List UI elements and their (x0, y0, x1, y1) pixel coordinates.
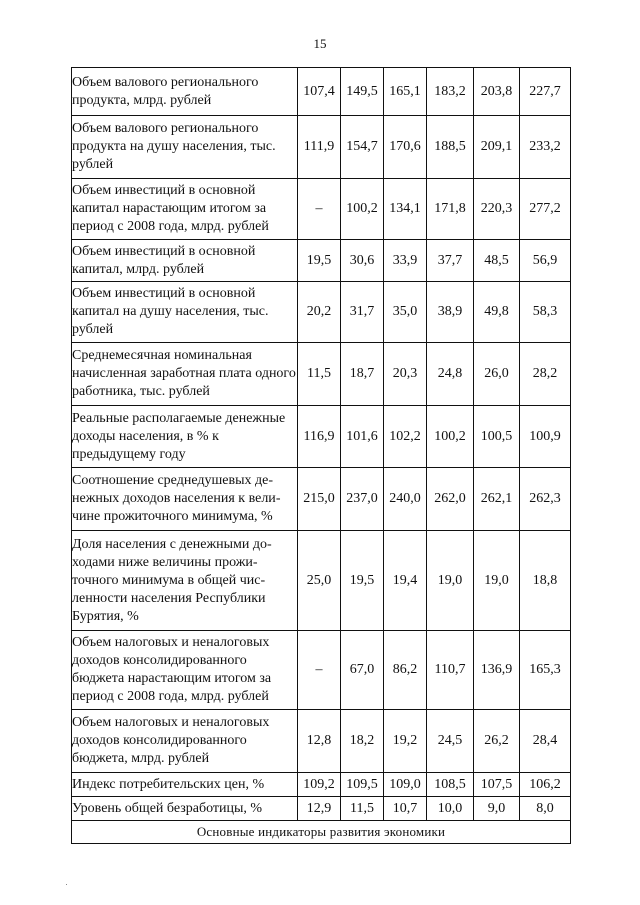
indicator-value: 11,5 (298, 343, 341, 406)
indicator-value: 10,7 (384, 797, 427, 821)
indicator-value: 262,1 (474, 468, 520, 531)
indicator-value: 183,2 (427, 68, 474, 116)
page-number: 15 (313, 36, 327, 51)
table-row (72, 797, 571, 821)
indicator-label: Объем налоговых и неналоговых доходов консолидированного бюджета, млрд. рублей (72, 710, 298, 773)
indicator-label: Объем инвестиций в основной капитал на душу населения, тыс. рублей (72, 282, 298, 343)
table-row (72, 179, 571, 240)
indicator-value: 8,0 (520, 797, 571, 821)
table-row (72, 116, 571, 179)
table-row (72, 343, 571, 406)
indicator-value: 67,0 (341, 631, 384, 710)
indicator-value: 277,2 (520, 179, 571, 240)
indicator-value: 109,0 (384, 773, 427, 797)
indicator-value: 110,7 (427, 631, 474, 710)
indicator-value: 240,0 (384, 468, 427, 531)
table-row (72, 773, 571, 797)
indicator-value: 108,5 (427, 773, 474, 797)
indicator-value: 107,5 (474, 773, 520, 797)
indicator-value: 19,5 (298, 240, 341, 282)
indicator-value: 109,5 (341, 773, 384, 797)
indicator-value: 165,3 (520, 631, 571, 710)
table-row (72, 468, 571, 531)
indicator-value: 203,8 (474, 68, 520, 116)
indicator-value: 19,0 (474, 531, 520, 631)
table-row (72, 406, 571, 468)
indicator-value: 262,0 (427, 468, 474, 531)
indicator-value: 12,8 (298, 710, 341, 773)
indicator-value: 102,2 (384, 406, 427, 468)
indicator-value: 28,4 (520, 710, 571, 773)
table-row (72, 710, 571, 773)
indicator-value: 111,9 (298, 116, 341, 179)
indicator-value: 101,6 (341, 406, 384, 468)
indicator-label: Индекс потребительских цен, % (72, 773, 298, 797)
indicator-value: 56,9 (520, 240, 571, 282)
indicator-value: 30,6 (341, 240, 384, 282)
indicator-value: 18,2 (341, 710, 384, 773)
indicator-label: Объем налоговых и неналоговых доходов консолидированного бюджета нарастающим итогом за период с 2008 года, млрд. рублей (72, 631, 298, 710)
indicator-label: Объем инвестиций в основной капитал нарастающим итогом за период с 2008 года, млрд. рублей (72, 179, 298, 240)
indicator-label: Уровень общей безработицы, % (72, 797, 298, 821)
indicator-value: 100,2 (427, 406, 474, 468)
indicator-value: 136,9 (474, 631, 520, 710)
indicator-label: Объем инвестиций в основной капитал, млрд. рублей (72, 240, 298, 282)
table-row (72, 631, 571, 710)
indicator-value: 26,2 (474, 710, 520, 773)
indicator-value: 171,8 (427, 179, 474, 240)
indicator-value: 19,5 (341, 531, 384, 631)
table-row (72, 282, 571, 343)
indicator-value: 86,2 (384, 631, 427, 710)
indicator-value: 11,5 (341, 797, 384, 821)
indicator-value: 149,5 (341, 68, 384, 116)
indicator-value: 33,9 (384, 240, 427, 282)
indicator-value: 100,9 (520, 406, 571, 468)
indicator-value: 116,9 (298, 406, 341, 468)
indicator-value: 237,0 (341, 468, 384, 531)
indicator-value: 24,5 (427, 710, 474, 773)
indicator-value: 165,1 (384, 68, 427, 116)
indicator-value: 109,2 (298, 773, 341, 797)
table-footer-caption: Основные индикаторы развития экономики (72, 821, 571, 844)
indicator-value: – (298, 179, 341, 240)
indicator-label: Соотношение среднедушевых денежных доходов населения к величине прожиточного минимума, % (72, 468, 298, 531)
indicator-value: 233,2 (520, 116, 571, 179)
scan-speck (66, 884, 67, 885)
indicator-label: Среднемесячная номинальная начисленная заработная плата одного работника, тыс. рублей (72, 343, 298, 406)
table-body (72, 68, 571, 844)
indicator-value: 170,6 (384, 116, 427, 179)
indicator-value: 31,7 (341, 282, 384, 343)
indicator-value: 220,3 (474, 179, 520, 240)
indicator-label: Доля населения с денежными доходами ниже величины прожиточного минимума в общей численности населения Республики Бурятия, % (72, 531, 298, 631)
indicator-value: 227,7 (520, 68, 571, 116)
indicator-value: 20,3 (384, 343, 427, 406)
table-row (72, 531, 571, 631)
indicator-value: – (298, 631, 341, 710)
indicator-value: 9,0 (474, 797, 520, 821)
indicator-value: 18,8 (520, 531, 571, 631)
indicator-label: Реальные располагаемые денежные доходы населения, в % к предыдущему году (72, 406, 298, 468)
indicator-value: 106,2 (520, 773, 571, 797)
indicator-value: 134,1 (384, 179, 427, 240)
indicator-value: 58,3 (520, 282, 571, 343)
indicator-value: 215,0 (298, 468, 341, 531)
table-row (72, 68, 571, 116)
indicator-value: 24,8 (427, 343, 474, 406)
table-footer-row (72, 821, 571, 844)
indicator-value: 25,0 (298, 531, 341, 631)
indicator-value: 28,2 (520, 343, 571, 406)
indicator-value: 188,5 (427, 116, 474, 179)
indicator-value: 100,2 (341, 179, 384, 240)
indicator-value: 37,7 (427, 240, 474, 282)
indicator-value: 10,0 (427, 797, 474, 821)
indicator-value: 19,4 (384, 531, 427, 631)
table-row (72, 240, 571, 282)
indicator-value: 12,9 (298, 797, 341, 821)
indicator-label: Объем валового регионального продукта, млрд. рублей (72, 68, 298, 116)
indicator-value: 49,8 (474, 282, 520, 343)
indicator-value: 209,1 (474, 116, 520, 179)
indicator-value: 48,5 (474, 240, 520, 282)
indicator-value: 18,7 (341, 343, 384, 406)
indicator-value: 19,0 (427, 531, 474, 631)
indicator-value: 107,4 (298, 68, 341, 116)
indicator-value: 26,0 (474, 343, 520, 406)
indicator-value: 19,2 (384, 710, 427, 773)
indicator-value: 100,5 (474, 406, 520, 468)
indicator-label: Объем валового регионального продукта на душу населения, тыс. рублей (72, 116, 298, 179)
indicator-value: 262,3 (520, 468, 571, 531)
indicators-table (71, 67, 571, 844)
indicator-value: 154,7 (341, 116, 384, 179)
indicator-value: 38,9 (427, 282, 474, 343)
indicator-value: 35,0 (384, 282, 427, 343)
indicator-value: 20,2 (298, 282, 341, 343)
